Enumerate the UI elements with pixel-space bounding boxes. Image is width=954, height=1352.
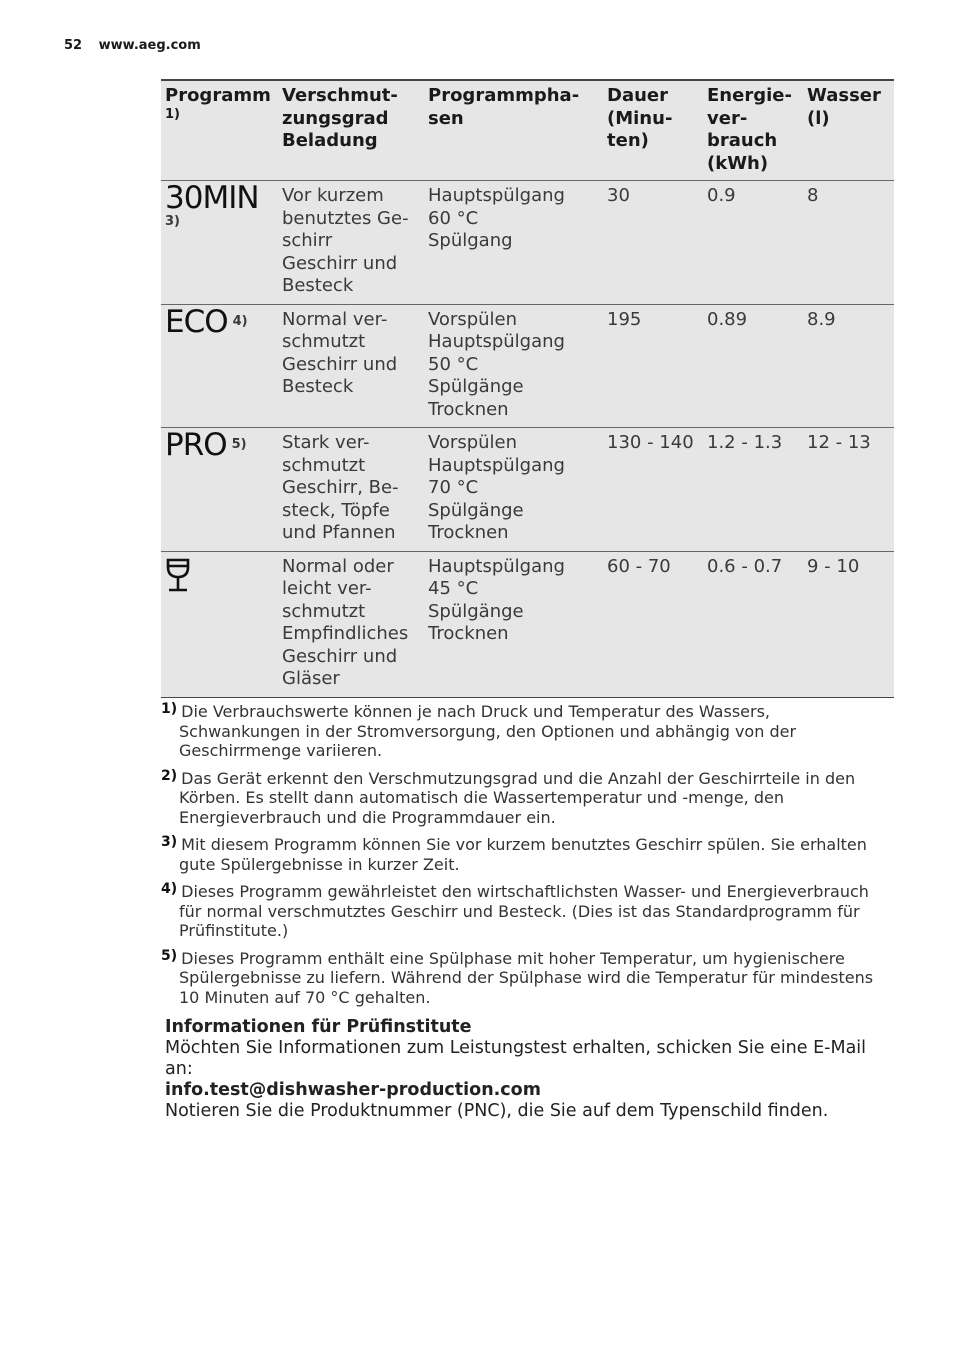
footnote-text-cont: für normal verschmutztes Geschirr und Besteck. (Dies ist das Standardprogramm für Prüfinstitute.) (179, 901, 860, 940)
footnote-text: Das Gerät erkennt den Verschmutzungsgrad und die Anzahl der Geschirrteile in den (181, 768, 856, 788)
soil-cell: Vor kurzem benutztes Ge- schirr Geschirr und Besteck (278, 181, 424, 305)
phases-cell: Hauptspülgang 45 °C Spülgänge Trocknen (424, 551, 603, 697)
program-symbol: PRO (165, 427, 227, 463)
program-symbol: 30MIN (165, 180, 259, 216)
column-header-label: Programm (165, 85, 271, 106)
footnote-text-cont: Schwankungen in der Stromversorgung, den Optionen und abhängig von der Geschirrmenge variieren. (179, 721, 797, 760)
column-header (278, 80, 424, 181)
site-url: www.aeg.com (98, 38, 201, 53)
program-cell (161, 551, 278, 697)
footnote-text-cont: Spülergebnisse zu liefern. Während der Spülphase wird die Temperatur für mindestens 10 Minuten auf 70 °C gehalten. (179, 968, 874, 1007)
energy-cell: 0.89 (703, 304, 803, 428)
footnotes (161, 700, 891, 1013)
duration-cell: 30 (603, 181, 703, 305)
duration-cell: 60 - 70 (603, 551, 703, 697)
table-row (161, 304, 894, 428)
table-row (161, 428, 894, 552)
page-header (64, 38, 201, 53)
column-header-label: Verschmut- zungsgrad Beladung (282, 85, 398, 151)
wine-glass-icon (165, 558, 191, 594)
footnote-text: Dieses Programm gewährleistet den wirtschaftlichsten Wasser- und Energieverbrauch (181, 882, 869, 901)
energy-cell: 1.2 - 1.3 (703, 428, 803, 552)
soil-cell: Stark ver- schmutzt Geschirr, Be- steck, Töpfe und Pfannen (278, 428, 424, 552)
footnote-ref: 3) (165, 213, 180, 229)
footnote-text-cont: Körben. Es stellt dann automatisch die Wassertemperatur und -menge, den Energieverbrauch und die Programmdauer ein. (179, 788, 784, 827)
soil-cell: Normal oder leicht ver- schmutzt Empfindliches Geschirr und Gläser (278, 551, 424, 697)
footnote-number: 2) (161, 767, 178, 784)
footnote-ref: 1) (165, 106, 180, 122)
footnote-text: Mit diesem Programm können Sie vor kurzem benutztes Geschirr spülen. Sie erhalten (181, 835, 867, 854)
footnote-text-cont: gute Spülergebnisse in kurzer Zeit. (179, 854, 460, 874)
water-cell: 8.9 (803, 304, 894, 428)
column-header (803, 80, 894, 181)
footnote-number: 5) (161, 947, 178, 964)
column-header (424, 80, 603, 181)
info-title: Informationen für Prüfinstitute (165, 1017, 472, 1037)
column-header-label: Programmpha- sen (428, 85, 580, 129)
water-cell: 12 - 13 (803, 428, 894, 552)
footnote (161, 833, 891, 874)
phases-cell: Vorspülen Hauptspülgang 70 °C Spülgänge Trocknen (424, 428, 603, 552)
footnote-ref: 5) (231, 437, 247, 452)
footnote (161, 880, 891, 941)
footnote (161, 947, 891, 1008)
footnote-number: 3) (161, 834, 178, 850)
column-header (603, 80, 703, 181)
footnote-text: Dieses Programm enthält eine Spülphase mit hoher Temperatur, um hygienischere (181, 948, 845, 968)
column-header-label: Energie- ver- brauch (kWh) (707, 85, 792, 174)
column-header-label: Dauer (Minu- ten) (607, 85, 673, 151)
table-body (161, 181, 894, 698)
footnote-number: 4) (161, 881, 178, 897)
footnote-ref: 4) (232, 313, 248, 329)
duration-cell: 130 - 140 (603, 428, 703, 552)
phases-cell: Hauptspülgang 60 °C Spülgang (424, 181, 603, 305)
program-symbol: ECO (165, 303, 228, 340)
program-cell (161, 304, 278, 428)
page-number: 52 (64, 38, 83, 53)
footnote-number: 1) (161, 701, 178, 717)
program-cell (161, 181, 278, 305)
info-line1: Möchten Sie Informationen zum Leistungstest erhalten, schicken Sie eine E-Mail an: (165, 1038, 867, 1079)
column-header-label: Wasser (l) (807, 85, 881, 129)
column-header (703, 80, 803, 181)
footnote (161, 767, 891, 828)
footnote (161, 700, 891, 761)
table-header-row (161, 80, 894, 181)
program-table (161, 79, 894, 698)
footnote-text: Die Verbrauchswerte können je nach Druck und Temperatur des Wassers, (181, 702, 770, 721)
soil-cell: Normal ver- schmutzt Geschirr und Besteck (278, 304, 424, 428)
phases-cell: Vorspülen Hauptspülgang 50 °C Spülgänge Trocknen (424, 304, 603, 428)
water-cell: 8 (803, 181, 894, 305)
info-section (165, 1017, 895, 1122)
info-email: info.test@dishwasher-production.com (165, 1080, 541, 1100)
info-line2: Notieren Sie die Produktnummer (PNC), die Sie auf dem Typenschild finden. (165, 1101, 829, 1121)
table-row (161, 181, 894, 305)
energy-cell: 0.9 (703, 181, 803, 305)
table-row (161, 551, 894, 697)
duration-cell: 195 (603, 304, 703, 428)
energy-cell: 0.6 - 0.7 (703, 551, 803, 697)
program-cell (161, 428, 278, 552)
column-header (161, 80, 278, 181)
water-cell: 9 - 10 (803, 551, 894, 697)
